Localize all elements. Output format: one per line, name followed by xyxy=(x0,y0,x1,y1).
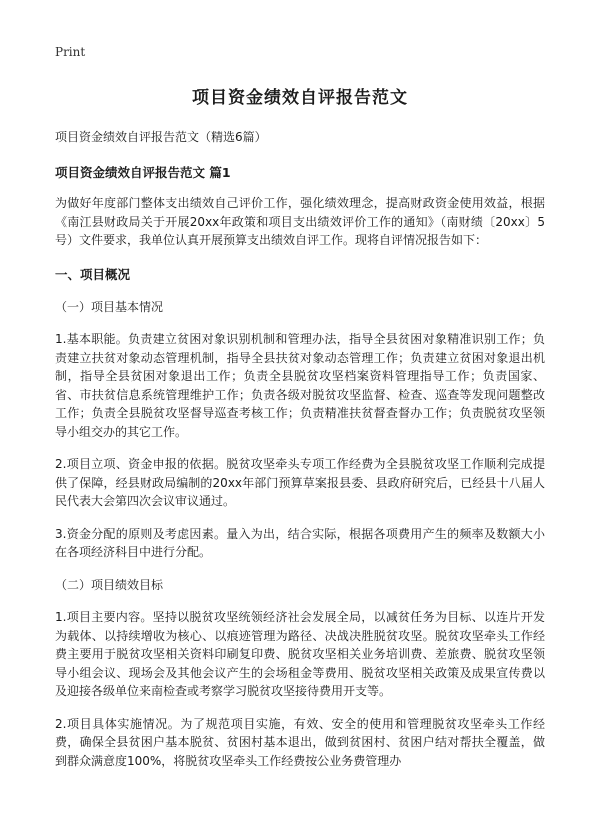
heading-performance-goals: （二）项目绩效目标 xyxy=(55,577,164,592)
heading-basic-info: （一）项目基本情况 xyxy=(55,299,164,314)
paragraph-project-basis: 2.项目立项、资金申报的依据。脱贫攻坚牵头专项工作经费为全县脱贫攻坚工作顺利完成提供了保障，经县财政局编制的20xx年部门预算草案报县委、县政府研究后，已经县十八届人民代表大会第四次会议审议通过。 xyxy=(55,457,545,508)
paragraph-fund-allocation: 3.资金分配的原则及考虑因素。量入为出，结合实际，根据各项费用产生的频率及数额大小在各项经济科目中进行分配。 xyxy=(55,526,545,559)
print-link[interactable]: Print xyxy=(55,45,86,59)
paragraph-main-content: 1.项目主要内容。坚持以脱贫攻坚统领经济社会发展全局，以减贫任务为目标、以连片开发为载体、以持续增收为核心、以痕迹管理为路径、决战决胜脱贫攻坚。脱贫攻坚牵头工作经费主要用于脱贫攻坚相关资料印刷复印费、脱贫攻坚相关业务培训费、差旅费、脱贫攻坚领导小组会议、现场会及其他会议产生的会场租金等费用、脱贫攻坚相关政策及成果宣传费以及迎接各级单位来南检查或考察学习脱贫攻坚接待费用开支等。 xyxy=(55,610,545,698)
intro-paragraph: 为做好年度部门整体支出绩效自己评价工作，强化绩效理念，提高财政资金使用效益，根据《南江县财政局关于开展20xx年政策和项目支出绩效评价工作的通知》（南财绩〔20xx〕5号）文件要求，我单位认真开展预算支出绩效自评工作。现将自评情况报告如下： xyxy=(55,196,545,247)
document-subtitle: 项目资金绩效自评报告范文（精选6篇） xyxy=(55,130,267,144)
paragraph-basic-functions: 1.基本职能。负责建立贫困对象识别机制和管理办法，指导全县贫困对象精准识别工作；负责建立扶贫对象动态管理机制，指导全县扶贫对象动态管理工作；负责建立贫困对象退出机制，指导全县贫困对象退出工作；负责全县脱贫攻坚档案资料管理指导工作；负责国家、省、市扶贫信息系统管理维护工作；负责各级对脱贫攻坚监督、检查、巡查等发现问题整改工作；负责全县脱贫攻坚督导巡查考核工作；负责精准扶贫督查督办工作；负责脱贫攻坚领导小组交办的其它工作。 xyxy=(55,332,545,439)
page-title: 项目资金绩效自评报告范文 xyxy=(192,88,408,108)
section-title-1: 项目资金绩效自评报告范文 篇1 xyxy=(55,165,231,180)
heading-project-overview: 一、项目概况 xyxy=(55,266,131,282)
paragraph-implementation: 2.项目具体实施情况。为了规范项目实施，有效、安全的使用和管理脱贫攻坚牵头工作经费，确保全县贫困户基本脱贫、贫困村基本退出，做到贫困村、贫困户结对帮扶全覆盖，做到群众满意度100%，将脱贫攻坚牵头工作经费按公业务费管理办 xyxy=(55,716,545,768)
